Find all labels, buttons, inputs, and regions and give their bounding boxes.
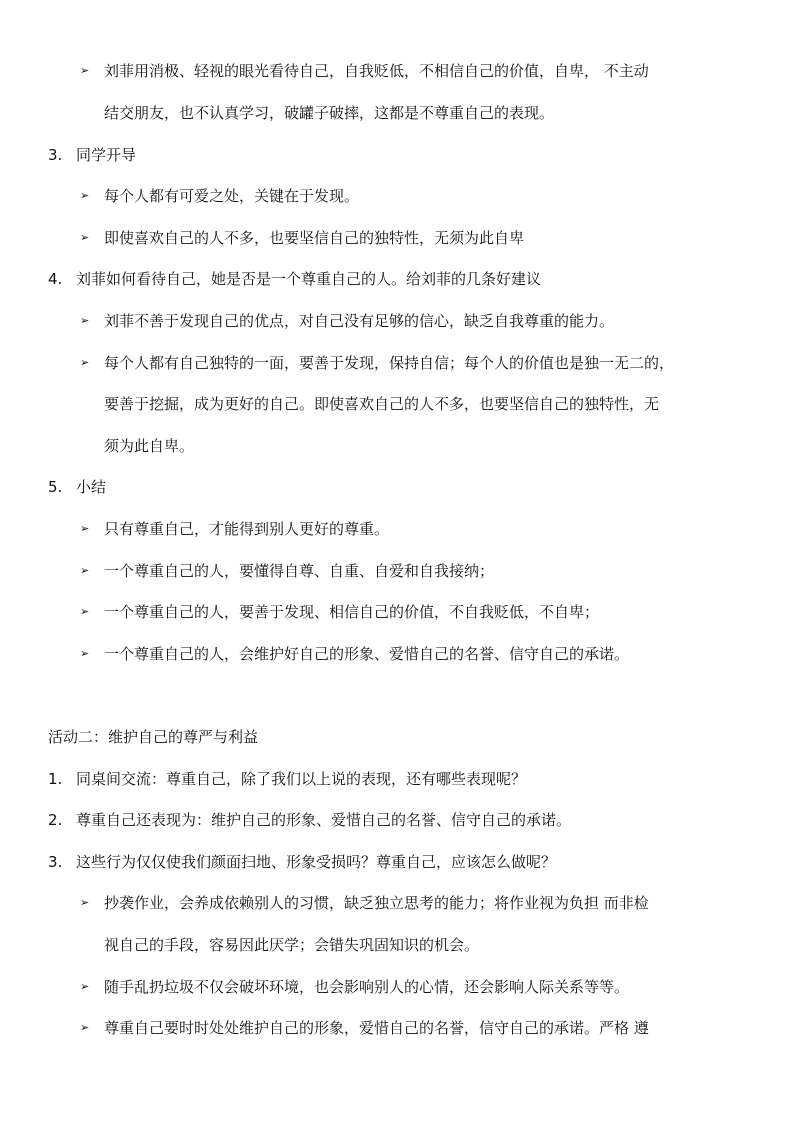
paragraph-text: 刘菲不善于发现自己的优点，对自己没有足够的信心，缺乏自我尊重的能力。 <box>104 312 615 330</box>
paragraph-text: 即使喜欢自己的人不多，也要坚信自己的独特性，无须为此自卑 <box>104 229 525 247</box>
paragraph-text: 尊重自己要时时处处维护自己的形象，爱惜自己的名誉，信守自己的承诺。严格 遵 <box>104 1019 649 1037</box>
section-heading <box>0 727 794 747</box>
item-number: 2. <box>48 811 63 829</box>
item-number: 5. <box>48 478 63 496</box>
paragraph-text: 随手乱扔垃圾不仅会破坏环境，也会影响别人的心情，还会影响人际关系等等。 <box>104 978 630 996</box>
item-number: 3. <box>48 146 63 164</box>
bullet-arrow-icon: ➢ <box>80 64 90 77</box>
list-item <box>0 1018 794 1038</box>
list-item-continuation <box>0 103 794 123</box>
paragraph-text: 每个人都有可爱之处，关键在于发现。 <box>104 187 360 205</box>
list-item-continuation <box>0 436 794 456</box>
heading-text: 小结 <box>76 478 107 496</box>
list-item <box>0 353 794 373</box>
numbered-item <box>0 852 794 872</box>
heading-text: 尊重自己还表现为：维护自己的形象、爱惜自己的名誉、信守自己的承诺。 <box>76 811 572 829</box>
heading-text: 同学开导 <box>76 146 137 164</box>
item-number: 4. <box>48 270 63 288</box>
paragraph-text: 只有尊重自己，才能得到别人更好的尊重。 <box>104 520 390 538</box>
bullet-arrow-icon: ➢ <box>80 564 90 577</box>
bullet-arrow-icon: ➢ <box>80 647 90 660</box>
paragraph-text: 一个尊重自己的人，要懂得自尊、自重、自爱和自我接纳； <box>104 562 495 580</box>
list-item <box>0 186 794 206</box>
list-item <box>0 644 794 664</box>
paragraph-text: 须为此自卑。 <box>104 437 195 455</box>
heading-text: 同桌间交流：尊重自己，除了我们以上说的表现，还有哪些表现呢？ <box>76 770 527 788</box>
section-title: 活动二：维护自己的尊严与利益 <box>48 728 259 746</box>
list-item <box>0 893 794 913</box>
paragraph-text: 要善于挖掘，成为更好的自己。即使喜欢自己的人不多，也要坚信自己的独特性，无 <box>104 395 660 413</box>
paragraph-text: 一个尊重自己的人，要善于发现、相信自己的价值，不自我贬低，不自卑； <box>104 603 600 621</box>
paragraph-text: 结交朋友，也不认真学习，破罐子破摔，这都是不尊重自己的表现。 <box>104 104 555 122</box>
bullet-arrow-icon: ➢ <box>80 314 90 327</box>
paragraph-text: 视自己的手段，容易因此厌学；会错失巩固知识的机会。 <box>104 936 480 954</box>
item-number: 1. <box>48 770 63 788</box>
list-item-continuation <box>0 394 794 414</box>
paragraph-text: 刘菲用消极、轻视的眼光看待自己，自我贬低，不相信自己的价值，自卑， 不主动 <box>104 62 649 80</box>
numbered-item <box>0 769 794 789</box>
bullet-arrow-icon: ➢ <box>80 356 90 369</box>
bullet-arrow-icon: ➢ <box>80 980 90 993</box>
numbered-item <box>0 477 794 497</box>
numbered-item <box>0 810 794 830</box>
list-item <box>0 519 794 539</box>
list-item <box>0 561 794 581</box>
bullet-arrow-icon: ➢ <box>80 1021 90 1034</box>
list-item <box>0 61 794 81</box>
bullet-arrow-icon: ➢ <box>80 522 90 535</box>
paragraph-text: 一个尊重自己的人，会维护好自己的形象、爱惜自己的名誉、信守自己的承诺。 <box>104 645 630 663</box>
heading-text: 这些行为仅仅使我们颜面扫地、形象受损吗？尊重自己，应该怎么做呢？ <box>76 853 557 871</box>
list-item-continuation <box>0 935 794 955</box>
bullet-arrow-icon: ➢ <box>80 605 90 618</box>
paragraph-text: 抄袭作业，会养成依赖别人的习惯，缺乏独立思考的能力；将作业视为负担 而非检 <box>104 894 649 912</box>
bullet-arrow-icon: ➢ <box>80 189 90 202</box>
heading-text: 刘菲如何看待自己，她是否是一个尊重自己的人。给刘菲的几条好建议 <box>76 270 542 288</box>
item-number: 3. <box>48 853 63 871</box>
numbered-item <box>0 269 794 289</box>
bullet-arrow-icon: ➢ <box>80 231 90 244</box>
paragraph-text: 每个人都有自己独特的一面，要善于发现，保持自信；每个人的价值也是独一无二的， <box>104 354 675 372</box>
numbered-item <box>0 145 794 165</box>
list-item <box>0 228 794 248</box>
list-item <box>0 977 794 997</box>
bullet-arrow-icon: ➢ <box>80 896 90 909</box>
list-item <box>0 311 794 331</box>
list-item <box>0 602 794 622</box>
